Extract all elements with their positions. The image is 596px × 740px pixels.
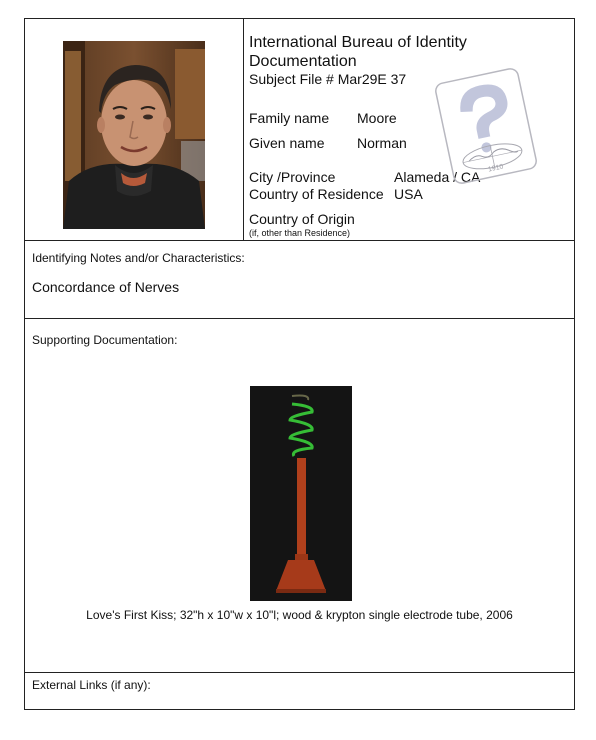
given-name-value: Norman [357, 135, 407, 151]
external-links-row [25, 673, 574, 709]
photo-cell [25, 19, 244, 240]
identity-header-row [25, 19, 574, 241]
bureau-stamp [430, 67, 542, 185]
external-links-label: External Links (if any): [32, 678, 151, 692]
supporting-documentation-label: Supporting Documentation: [32, 333, 178, 347]
artwork-photo [250, 386, 352, 601]
identifying-notes-label: Identifying Notes and/or Characteristics: [32, 251, 245, 265]
country-origin-note: (if, other than Residence) [249, 228, 351, 238]
family-name-label: Family name [249, 110, 330, 126]
subject-photo [63, 41, 205, 229]
given-name-label: Given name [249, 135, 325, 151]
identifying-notes-value: Concordance of Nerves [32, 279, 180, 295]
stamp-year: 1910 [487, 163, 505, 174]
subject-file-number: Subject File # Mar29E 37 [249, 71, 407, 87]
country-origin-label: Country of Origin [249, 211, 355, 227]
identifying-notes-row [25, 241, 574, 319]
family-name-value: Moore [357, 110, 397, 126]
city-province-value: Alameda / CA [394, 169, 481, 185]
country-residence-label: Country of Residence [249, 186, 384, 202]
artwork-caption: Love's First Kiss; 32"h x 10"w x 10"l; wood & krypton single electrode tube, 2006 [86, 608, 513, 622]
identity-document [24, 18, 575, 710]
supporting-documentation-row [25, 319, 574, 673]
city-province-label: City /Province [249, 169, 336, 185]
document-title-line1: International Bureau of Identity [249, 34, 467, 51]
document-title-line2: Documentation [249, 53, 357, 70]
country-residence-value: USA [394, 186, 423, 202]
